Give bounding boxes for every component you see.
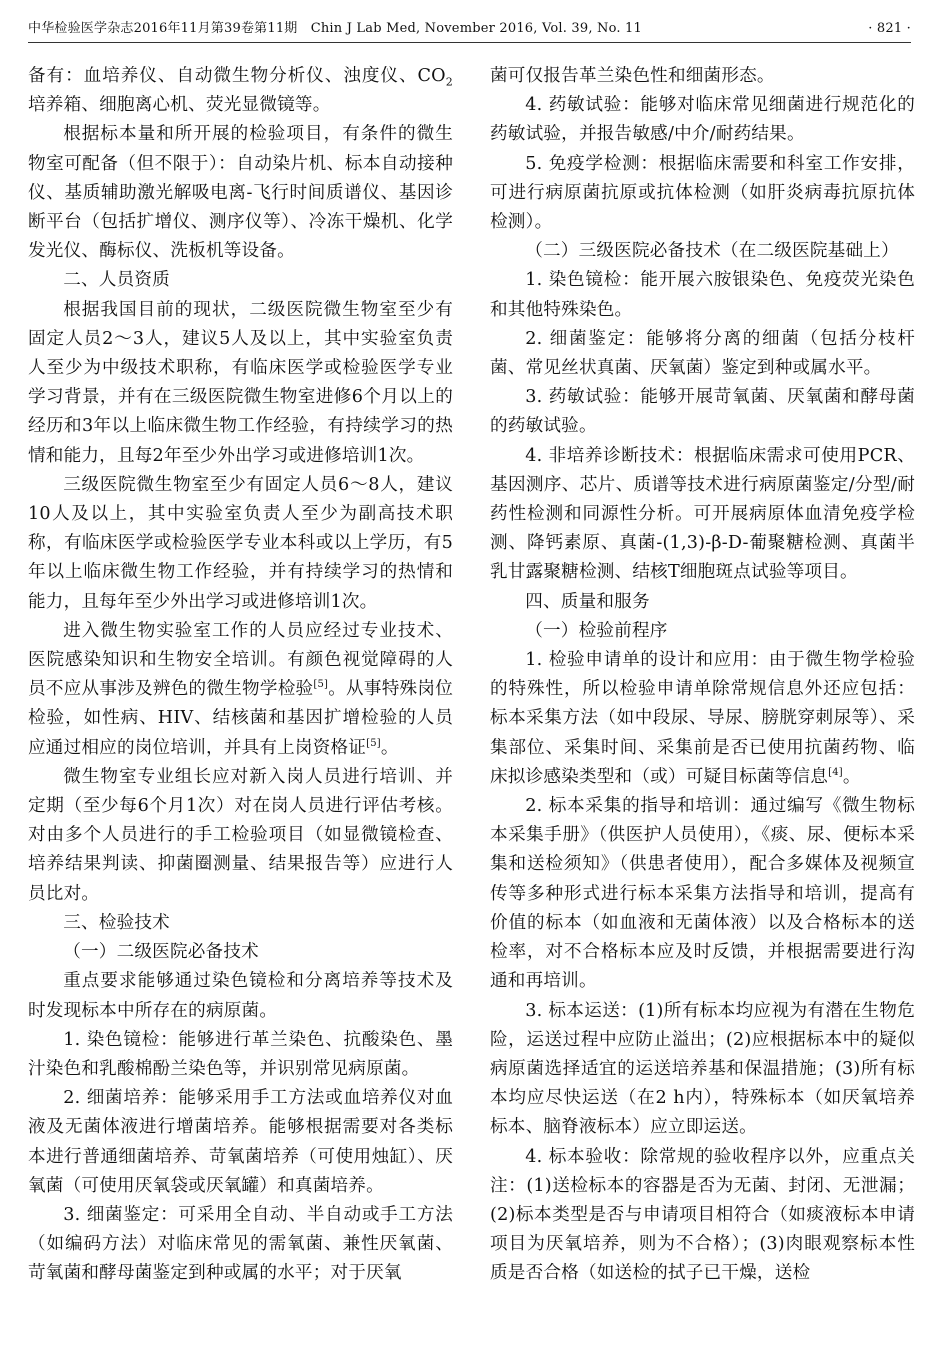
item-immunology: 5. 免疫学检测：根据临床需要和科室工作安排，可进行病原菌抗原或抗体检测（如肝炎病毒抗原抗体检测）。 [490, 153, 915, 233]
left-column [28, 62, 453, 1289]
subsection-heading-secondary: （一）二级医院必备技术 [63, 942, 259, 963]
paragraph-key-requirement: 重点要求能够通过染色镜检和分离培养等技术及时发现标本中所存在的病原菌。 [28, 971, 453, 1021]
item-collection-training: 2. 标本采集的指导和培训：通过编写《微生物标本采集手册》（供医护人员使用），《痰、尿、便标本采集和送检须知》（供患者使用），配合多媒体及视频宣传等多种形式进行标本采集方法指导和培训，提高有价值的标本（如血液和无菌体液）以及合格标本的送检率，对不合格标本应及时反馈，并根据需要进行沟通和再培训。 [490, 796, 915, 992]
section-heading-quality: 四、质量和服务 [525, 591, 650, 612]
paragraph-training: 进入微生物实验室工作的人员应经过专业技术、医院感染知识和生物安全培训。有颜色视觉障碍的人员不应从事涉及辨色的微生物学检验[5]。从事特殊岗位检验，如性病、HIV、结核菌和基因扩增检验的人员应通过相应的岗位培训，并具有上岗资格证[5]。 [28, 620, 454, 758]
citation-ref: [5] [366, 737, 381, 749]
page-number: · 821 · [868, 21, 911, 36]
paragraph-equipment-continued: 备有：血培养仪、自动微生物分析仪、浊度仪、$CO_2$培养箱、细胞离心机、荧光显微镜等。 [28, 66, 453, 116]
subsection-heading-tertiary: （二）三级医院必备技术（在二级医院基础上） [525, 241, 899, 262]
paragraph-tertiary-staff: 三级医院微生物室至少有固定人员6～8人，建议10人及以上，其中实验室负责人至少为副高技术职称，有临床医学或检验医学专业本科或以上学历，有5年以上临床微生物工作经验，并有持续学习的热情和能力，且每年至少外出学习或进修培训1次。 [28, 474, 453, 612]
header-rule [28, 42, 911, 43]
item-non-culture-diagnostics: 4. 非培养诊断技术：根据临床需求可使用PCR、基因测序、芯片、质谱等技术进行病原菌鉴定/分型/耐药性检测和同源性分析。可开展病原体血清免疫学检测、降钙素原、真菌-(1,3)-β-D-葡聚糖检测、真菌半乳甘露聚糖检测、结核T细胞斑点试验等项目。 [490, 445, 915, 583]
item-identification: 3. 细菌鉴定：可采用全自动、半自动或手工方法（如编码方法）对临床常见的需氧菌、兼性厌氧菌、苛氧菌和酵母菌鉴定到种或属的水平；对于厌氧 [28, 1204, 453, 1284]
paragraph-group-leader: 微生物室专业组长应对新入岗人员进行培训、并定期（至少每6个月1次）对在岗人员进行评估考核。对由多个人员进行的手工检验项目（如显微镜检查、培养结果判读、抑菌圈测量、结果报告等）应进行人员比对。 [28, 766, 453, 904]
paragraph-optional-equipment: 根据标本量和所开展的检验项目，有条件的微生物室可配备（但不限于）：自动染片机、标本自动接种仪、基质辅助激光解吸电离-飞行时间质谱仪、基因诊断平台（包括扩增仪、测序仪等）、冷冻干燥机、化学发光仪、酶标仪、洗板机等设备。 [28, 124, 453, 262]
item-culture: 2. 细菌培养：能够采用手工方法或血培养仪对血液及无菌体液进行增菌培养。能够根据需要对各类标本进行普通细菌培养、苛氧菌培养（可使用烛缸）、厌氧菌（可使用厌氧袋或厌氧罐）和真菌培养。 [28, 1088, 453, 1196]
item-request-form: 1. 检验申请单的设计和应用：由于微生物学检验的特殊性，所以检验申请单除常规信息外还应包括：标本采集方法（如中段尿、导尿、膀胱穿刺尿等）、采集部位、采集时间、采集前是否已使用抗菌药物、临床拟诊感染类型和（或）可疑目标菌等信息[4]。 [490, 650, 915, 787]
citation-ref: [5] [313, 679, 329, 691]
item-special-staining: 1. 染色镜检：能开展六胺银染色、免疫荧光染色和其他特殊染色。 [490, 270, 915, 320]
paragraph-anaerobe-continued: 菌可仅报告革兰染色性和细菌形态。 [490, 66, 775, 86]
right-column [490, 62, 915, 1289]
item-acceptance: 4. 标本验收：除常规的验收程序以外，应重点关注：(1)送检标本的容器是否为无菌、封闭、无泄漏；(2)标本类型是否与申请项目相符合（如痰液标本申请项目为厌氧培养，则为不合格）；(3)肉眼观察标本性质是否合格（如送检的拭子已干燥，送检 [490, 1146, 915, 1284]
item-advanced-susceptibility: 3. 药敏试验：能够开展苛氧菌、厌氧菌和酵母菌的药敏试验。 [490, 387, 915, 437]
citation-ref: [4] [828, 767, 843, 779]
subsection-heading-preanalytical: （一）检验前程序 [525, 620, 668, 641]
section-heading-techniques: 三、检验技术 [63, 912, 170, 933]
paragraph-secondary-staff: 根据我国目前的现状，二级医院微生物室至少有固定人员2～3人，建议5人及以上，其中实验室负责人至少为中级技术职称，有临床医学或检验医学专业学习背景，并有在三级医院微生物室进修6个月以上的经历和3年以上临床微生物工作经验，有持续学习的热情和能力，且每2年至少外出学习或进修培训1次。 [28, 299, 453, 466]
journal-citation: 中华检验医学杂志2016年11月第39卷第11期 Chin J Lab Med, November 2016, Vol. 39, No. 11 [28, 21, 642, 36]
item-staining: 1. 染色镜检：能够进行革兰染色、抗酸染色、墨汁染色和乳酸棉酚兰染色等，并识别常见病原菌。 [28, 1029, 453, 1079]
section-heading-personnel: 二、人员资质 [63, 270, 170, 291]
running-header [28, 18, 911, 40]
item-susceptibility: 4. 药敏试验：能够对临床常见细菌进行规范化的药敏试验，并报告敏感/中介/耐药结果。 [490, 95, 915, 145]
item-transport: 3. 标本运送：(1)所有标本均应视为有潜在生物危险，运送过程中应防止溢出；(2)应根据标本中的疑似病原菌选择适宜的运送培养基和保温措施；(3)所有标本均应尽快运送（在2 h内），特殊标本（如厌氧培养标本、脑脊液标本）应立即运送。 [490, 1000, 915, 1138]
item-advanced-identification: 2. 细菌鉴定：能够将分离的细菌（包括分枝杆菌、常见丝状真菌、厌氧菌）鉴定到种或属水平。 [490, 328, 915, 379]
